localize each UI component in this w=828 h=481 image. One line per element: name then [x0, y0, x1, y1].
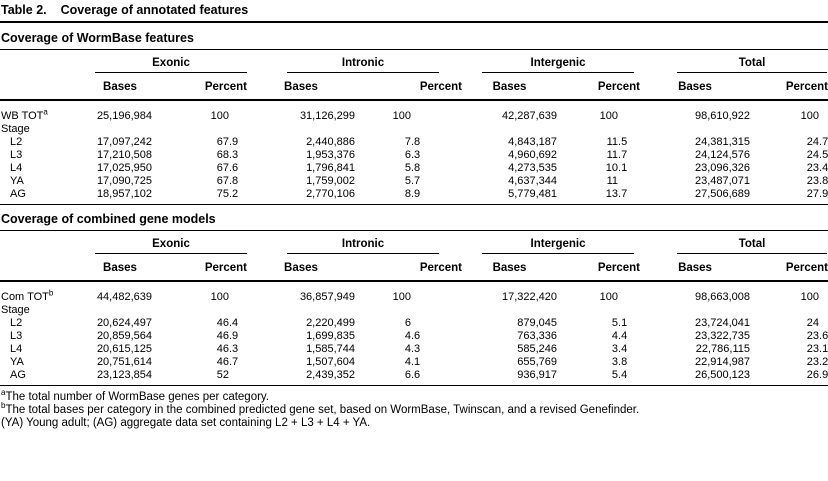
- table-row: [0, 343, 828, 356]
- bases-cell: 26,500,123: [694, 369, 751, 381]
- bases-cell: 1,953,376: [306, 149, 355, 161]
- bases-cell: 655,769: [517, 356, 558, 368]
- sub-header-row: [0, 254, 828, 281]
- bases-cell: 17,090,725: [96, 175, 152, 187]
- percent-cell: 100: [800, 110, 820, 122]
- row-label: L2: [10, 136, 23, 148]
- column-header-percent: Percent: [152, 254, 247, 281]
- column-header-bases: Bases: [640, 254, 750, 281]
- percent-cell: 100: [392, 291, 411, 303]
- empty-cell: [88, 304, 828, 317]
- empty-header: [0, 50, 88, 73]
- percent-cell: 46.3: [216, 343, 239, 355]
- table-row: [0, 175, 828, 188]
- table-row: [0, 188, 828, 205]
- row-label: L3: [10, 330, 23, 342]
- table-row: [0, 136, 828, 149]
- column-header-percent: Percent: [750, 73, 828, 100]
- bases-cell: 2,220,499: [306, 317, 355, 329]
- group-header-intronic: Intronic: [247, 50, 462, 73]
- row-label: YA: [10, 356, 24, 368]
- footnote-b: $^b$The total bases per category in the combined predicted gene set, based on WormBase, Twinscan, and a revised Genefinder.: [1, 401, 640, 416]
- percent-cell: 5.4: [611, 369, 628, 381]
- bases-cell: 22,914,987: [694, 356, 751, 368]
- bases-cell: 24,381,315: [694, 136, 751, 148]
- footnote-abbreviations: (YA) Young adult; (AG) aggregate data set containing L2 + L3 + L4 + YA.: [1, 417, 371, 429]
- bases-cell: 4,960,692: [508, 149, 558, 161]
- percent-cell: 5.7: [404, 175, 421, 187]
- percent-cell: 100: [599, 291, 619, 303]
- percent-cell: 6: [404, 317, 411, 329]
- column-header-percent: Percent: [750, 254, 828, 281]
- footnote-marker: a: [1, 388, 6, 398]
- table-title: [0, 0, 828, 23]
- percent-cell: 24.5: [806, 149, 828, 161]
- percent-cell: 46.4: [216, 317, 239, 329]
- bases-cell: 36,857,949: [299, 291, 355, 303]
- row-label: Com TOT$^b$: [1, 288, 54, 303]
- section-heading: Coverage of combined gene models: [0, 205, 828, 231]
- bases-cell: 4,843,187: [508, 136, 558, 148]
- bases-cell: 98,663,008: [694, 291, 751, 303]
- row-label: L3: [10, 149, 23, 161]
- bases-cell: 5,779,481: [508, 188, 558, 200]
- percent-cell: 11: [606, 175, 619, 187]
- wormbase-table: [0, 50, 828, 205]
- footnote-marker: a: [43, 107, 48, 117]
- bases-cell: 20,751,614: [96, 356, 152, 368]
- bases-cell: 2,770,106: [306, 188, 355, 200]
- bases-cell: 17,210,508: [96, 149, 152, 161]
- percent-cell: 6.3: [404, 149, 421, 161]
- bases-cell: 20,624,497: [96, 317, 152, 329]
- bases-cell: 879,045: [517, 317, 558, 329]
- percent-cell: 46.9: [216, 330, 239, 342]
- column-header-bases: Bases: [640, 73, 750, 100]
- column-header-percent: Percent: [152, 73, 247, 100]
- empty-header: [0, 73, 88, 100]
- bases-cell: 20,615,125: [96, 343, 152, 355]
- row-label: L4: [10, 343, 23, 355]
- column-header-percent: Percent: [557, 254, 640, 281]
- section-wormbase-features: [0, 23, 828, 205]
- table-row-total: [0, 100, 828, 123]
- bases-cell: 1,699,835: [306, 330, 355, 342]
- table-row: [0, 369, 828, 386]
- bases-cell: 25,196,984: [96, 110, 152, 122]
- bases-cell: 763,336: [517, 330, 558, 342]
- row-label: WB TOT$^a$: [1, 107, 48, 122]
- table-row-total: [0, 281, 828, 304]
- percent-cell: 13.7: [605, 188, 628, 200]
- percent-cell: 7.8: [404, 136, 421, 148]
- table-row: [0, 330, 828, 343]
- column-header-bases: Bases: [247, 73, 355, 100]
- footnote-marker: b: [1, 401, 6, 411]
- column-header-percent: Percent: [557, 73, 640, 100]
- percent-cell: 67.9: [216, 136, 239, 148]
- group-header-exonic: Exonic: [88, 231, 247, 254]
- table-caption: Coverage of annotated features: [60, 3, 249, 17]
- percent-cell: 26.9: [806, 369, 828, 381]
- sub-header-row: [0, 73, 828, 100]
- bases-cell: 4,273,535: [508, 162, 558, 174]
- table-row: [0, 317, 828, 330]
- percent-cell: 4.4: [611, 330, 628, 342]
- percent-cell: 75.2: [216, 188, 239, 200]
- row-label: AG: [10, 188, 26, 200]
- table-row-stage-label: [0, 123, 828, 136]
- empty-header: [0, 231, 88, 254]
- bases-cell: 2,439,352: [306, 369, 355, 381]
- percent-cell: 52: [216, 369, 229, 381]
- empty-header: [0, 254, 88, 281]
- percent-cell: 100: [800, 291, 820, 303]
- column-header-percent: Percent: [355, 254, 462, 281]
- column-header-percent: Percent: [355, 73, 462, 100]
- percent-cell: 4.6: [404, 330, 421, 342]
- bases-cell: 23,096,326: [694, 162, 751, 174]
- row-label: AG: [10, 369, 26, 381]
- bases-cell: 1,759,002: [306, 175, 355, 187]
- group-header-row: [0, 50, 828, 73]
- percent-cell: 46.7: [216, 356, 239, 368]
- percent-cell: 5.8: [404, 162, 421, 174]
- bases-cell: 17,322,420: [501, 291, 558, 303]
- table-row: [0, 149, 828, 162]
- footnotes: [0, 386, 828, 430]
- combined-models-table: [0, 231, 828, 386]
- footnote-a: $^a$The total number of WormBase genes per category.: [1, 388, 270, 403]
- column-header-bases: Bases: [462, 254, 557, 281]
- percent-cell: 67.6: [216, 162, 239, 174]
- bases-cell: 936,917: [517, 369, 558, 381]
- row-label: L2: [10, 317, 23, 329]
- percent-cell: 100: [210, 110, 229, 122]
- table-row: [0, 162, 828, 175]
- percent-cell: 3.4: [611, 343, 628, 355]
- percent-cell: 100: [210, 291, 229, 303]
- percent-cell: 67.8: [216, 175, 239, 187]
- table-number: Table 2.: [1, 3, 47, 17]
- column-header-bases: Bases: [88, 73, 152, 100]
- row-label: L4: [10, 162, 23, 174]
- group-header-row: [0, 231, 828, 254]
- bases-cell: 2,440,886: [306, 136, 355, 148]
- bases-cell: 24,124,576: [694, 149, 751, 161]
- bases-cell: 27,506,689: [694, 188, 751, 200]
- section-heading: Coverage of WormBase features: [0, 23, 828, 50]
- percent-cell: 10.1: [605, 162, 628, 174]
- row-label: Stage: [1, 123, 30, 135]
- group-header-total: Total: [640, 231, 828, 254]
- percent-cell: 23.6: [806, 330, 828, 342]
- percent-cell: 8.9: [404, 188, 421, 200]
- percent-cell: 23.2: [806, 356, 828, 368]
- percent-cell: 23.4: [806, 162, 828, 174]
- table-row: [0, 356, 828, 369]
- bases-cell: 17,025,950: [96, 162, 152, 174]
- group-header-total: Total: [640, 50, 828, 73]
- percent-cell: 23.8: [806, 175, 828, 187]
- bases-cell: 1,507,604: [306, 356, 355, 368]
- bases-cell: 31,126,299: [299, 110, 355, 122]
- percent-cell: 4.1: [404, 356, 421, 368]
- bases-cell: 20,859,564: [96, 330, 152, 342]
- percent-cell: 24: [806, 317, 820, 329]
- bases-cell: 1,796,841: [306, 162, 355, 174]
- bases-cell: 23,123,854: [96, 369, 152, 381]
- percent-cell: 11.7: [606, 149, 628, 161]
- bases-cell: 98,610,922: [694, 110, 751, 122]
- percent-cell: 3.8: [611, 356, 628, 368]
- row-label: Stage: [1, 304, 30, 316]
- percent-cell: 68.3: [216, 149, 239, 161]
- group-header-intronic: Intronic: [247, 231, 462, 254]
- bases-cell: 42,287,639: [501, 110, 558, 122]
- column-header-bases: Bases: [88, 254, 152, 281]
- percent-cell: 100: [392, 110, 411, 122]
- bases-cell: 23,322,735: [694, 330, 751, 342]
- percent-cell: 24.7: [806, 136, 828, 148]
- footnote-marker: b: [48, 288, 54, 298]
- column-header-bases: Bases: [462, 73, 557, 100]
- column-header-bases: Bases: [247, 254, 355, 281]
- percent-cell: 100: [599, 110, 619, 122]
- bases-cell: 44,482,639: [96, 291, 152, 303]
- group-header-intergenic: Intergenic: [462, 50, 640, 73]
- percent-cell: 23.1: [806, 343, 828, 355]
- table-row-stage-label: [0, 304, 828, 317]
- percent-cell: 27.9: [806, 188, 828, 200]
- bases-cell: 1,585,744: [306, 343, 355, 355]
- bases-cell: 18,957,102: [96, 188, 152, 200]
- bases-cell: 585,246: [517, 343, 558, 355]
- empty-cell: [88, 123, 828, 136]
- bases-cell: 4,637,344: [508, 175, 558, 187]
- bases-cell: 23,724,041: [694, 317, 751, 329]
- percent-cell: 11.5: [606, 136, 628, 148]
- section-combined-gene-models: [0, 205, 828, 386]
- row-label: YA: [10, 175, 24, 187]
- bases-cell: 17,097,242: [96, 136, 152, 148]
- percent-cell: 4.3: [404, 343, 421, 355]
- group-header-intergenic: Intergenic: [462, 231, 640, 254]
- bases-cell: 22,786,115: [695, 343, 751, 355]
- group-header-exonic: Exonic: [88, 50, 247, 73]
- bases-cell: 23,487,071: [694, 175, 751, 187]
- percent-cell: 5.1: [611, 317, 628, 329]
- percent-cell: 6.6: [404, 369, 421, 381]
